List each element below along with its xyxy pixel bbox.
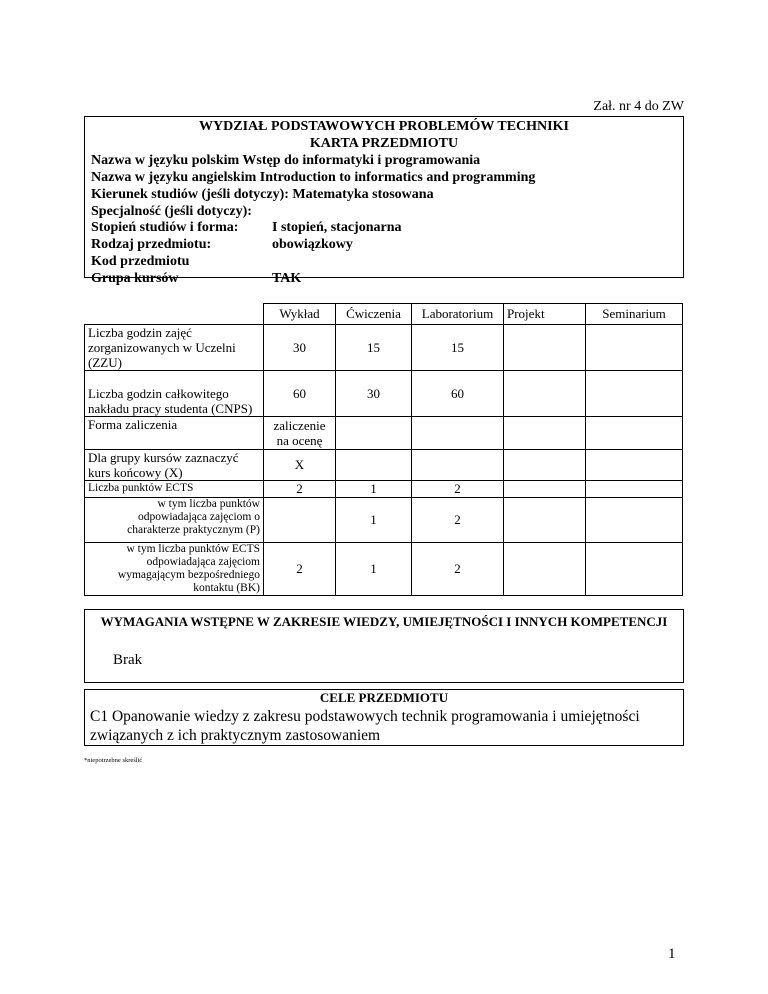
hours-table bbox=[84, 303, 683, 596]
table-cell bbox=[586, 325, 683, 371]
prerequisites-title: WYMAGANIA WSTĘPNE W ZAKRESIE WIEDZY, UMIEJĘTNOŚCI I INNYCH KOMPETENCJI bbox=[100, 614, 668, 629]
type-value: obowiązkowy bbox=[272, 237, 353, 252]
table-cell bbox=[412, 450, 504, 481]
table-cell bbox=[336, 417, 412, 450]
table-cell bbox=[586, 498, 683, 543]
table-row bbox=[85, 450, 683, 481]
row-label: Forma zaliczenia bbox=[85, 417, 264, 450]
table-cell bbox=[586, 417, 683, 450]
table-cell: 15 bbox=[336, 325, 412, 371]
table-cell bbox=[504, 498, 586, 543]
field-of-study: Kierunek studiów (jeśli dotyczy): Matematyka stosowana bbox=[91, 187, 434, 202]
level-label: Stopień studiów i forma: bbox=[91, 220, 239, 235]
page-number: 1 bbox=[668, 946, 676, 962]
table-row bbox=[85, 481, 683, 498]
type-label: Rodzaj przedmiotu: bbox=[91, 237, 212, 252]
code-label: Kod przedmiotu bbox=[91, 254, 190, 269]
group-label: Grupa kursów bbox=[91, 271, 179, 286]
row-label: Liczba punktów ECTS bbox=[85, 481, 264, 498]
table-cell: 2 bbox=[264, 543, 336, 596]
column-header: Projekt bbox=[504, 304, 586, 325]
goals-box bbox=[84, 689, 684, 746]
course-header-box bbox=[84, 116, 684, 286]
table-cell: 2 bbox=[264, 481, 336, 498]
row-label: Liczba godzin całkowitego nakładu pracy studenta (CNPS) bbox=[85, 371, 264, 417]
table-cell: 60 bbox=[412, 371, 504, 417]
table-cell: 1 bbox=[336, 481, 412, 498]
table-cell bbox=[586, 481, 683, 498]
goals-body: C1 Opanowanie wiedzy z zakresu podstawowych technik programowania i umiejętności związanych z ich praktycznym zastosowaniem bbox=[90, 708, 640, 744]
table-cell bbox=[504, 543, 586, 596]
table-cell: 2 bbox=[412, 498, 504, 543]
table-cell bbox=[586, 450, 683, 481]
group-value: TAK bbox=[272, 271, 302, 286]
table-cell: X bbox=[264, 450, 336, 481]
table-cell: 60 bbox=[264, 371, 336, 417]
table-cell bbox=[504, 371, 586, 417]
prerequisites-body: Brak bbox=[113, 652, 143, 668]
faculty-title: WYDZIAŁ PODSTAWOWYCH PROBLEMÓW TECHNIKI bbox=[199, 119, 569, 134]
table-corner bbox=[85, 304, 264, 325]
table-row bbox=[85, 371, 683, 417]
table-cell bbox=[264, 498, 336, 543]
name-english: Nazwa w języku angielskim Introduction to informatics and programming bbox=[91, 170, 536, 185]
row-label: Liczba godzin zajęć zorganizowanych w Uczelni (ZZU) bbox=[85, 325, 264, 371]
row-label: w tym liczba punktów odpowiadająca zajęciom o charakterze praktycznym (P) bbox=[85, 498, 264, 543]
name-polish: Nazwa w języku polskim Wstęp do informatyki i programowania bbox=[91, 153, 481, 168]
level-value: I stopień, stacjonarna bbox=[272, 220, 402, 235]
row-label: Dla grupy kursów zaznaczyć kurs końcowy (X) bbox=[85, 450, 264, 481]
table-cell bbox=[504, 325, 586, 371]
prerequisites-box bbox=[84, 609, 684, 683]
table-cell bbox=[586, 371, 683, 417]
table-cell bbox=[504, 481, 586, 498]
column-header: Wykład bbox=[264, 304, 336, 325]
table-row bbox=[85, 417, 683, 450]
table-cell bbox=[586, 543, 683, 596]
table-cell: 30 bbox=[264, 325, 336, 371]
footnote: *niepotrzebne skreślić bbox=[84, 757, 143, 764]
table-cell: zaliczenie na ocenę bbox=[264, 417, 336, 450]
table-cell: 1 bbox=[336, 543, 412, 596]
table-row bbox=[85, 543, 683, 596]
annex-note: Zał. nr 4 do ZW bbox=[593, 99, 684, 114]
table-cell: 2 bbox=[412, 481, 504, 498]
column-header: Laboratorium bbox=[412, 304, 504, 325]
table-cell bbox=[504, 417, 586, 450]
table-header-row bbox=[85, 304, 683, 325]
table-row bbox=[85, 325, 683, 371]
table-cell: 15 bbox=[412, 325, 504, 371]
goals-title: CELE PRZEDMIOTU bbox=[319, 690, 449, 705]
table-cell bbox=[336, 450, 412, 481]
table-cell bbox=[412, 417, 504, 450]
table-cell bbox=[504, 450, 586, 481]
row-label: w tym liczba punktów ECTS odpowiadająca zajęciom wymagającym bezpośredniego kontaktu (BK) bbox=[85, 543, 264, 596]
column-header: Ćwiczenia bbox=[336, 304, 412, 325]
specialty: Specjalność (jeśli dotyczy): bbox=[91, 204, 252, 219]
table-cell: 1 bbox=[336, 498, 412, 543]
table-cell: 30 bbox=[336, 371, 412, 417]
table-cell: 2 bbox=[412, 543, 504, 596]
card-title: KARTA PRZEDMIOTU bbox=[309, 136, 459, 151]
table-row bbox=[85, 498, 683, 543]
column-header: Seminarium bbox=[586, 304, 683, 325]
